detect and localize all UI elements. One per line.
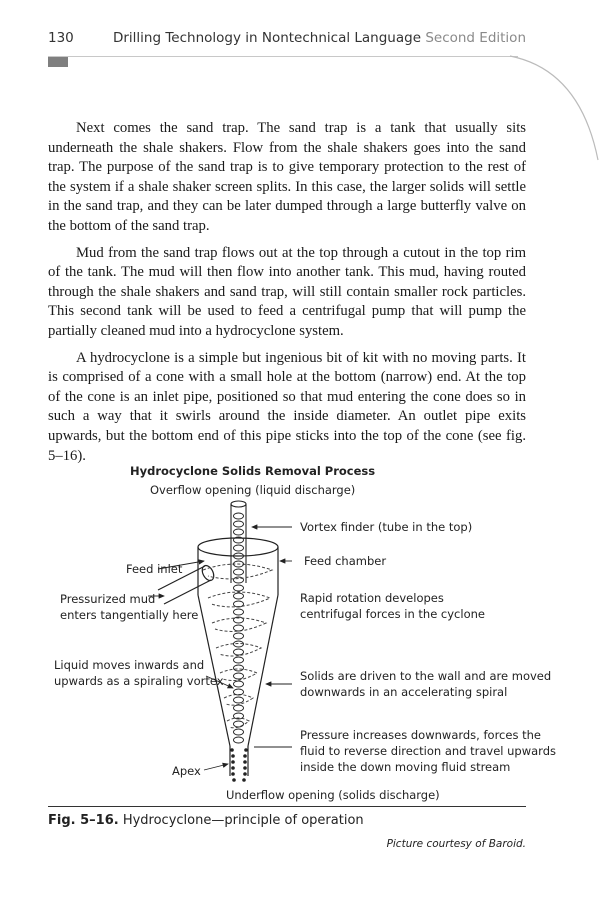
figure-title: Hydrocyclone Solids Removal Process (130, 464, 376, 478)
hydrocyclone-figure (48, 458, 556, 803)
label-pressure-3: inside the down moving fluid stream (300, 760, 511, 774)
label-pressurized-2: enters tangentially here (60, 608, 199, 622)
figure-caption (48, 813, 364, 828)
paragraph-3: A hydrocyclone is a simple but ingenious bit of kit with no moving parts. It is comprised of a cone with a small hole at the bottom (narrow) end. At the top of the cone is an inlet pipe, positioned so that mud entering the cone does so in such a way that it swirls around the inside diameter. An outlet pipe exits upwards, but the bottom end of this pipe sticks into the top of the cone (see fig. 5–16). (48, 349, 526, 464)
chapter-tab (48, 57, 68, 67)
label-liquid-2: upwards as a spiraling vortex (54, 674, 224, 688)
label-feed-inlet: Feed inlet (126, 562, 183, 576)
label-pressure-1: Pressure increases downwards, forces the (300, 728, 541, 742)
label-solids-2: downwards in an accelerating spiral (300, 685, 508, 699)
running-header (48, 30, 526, 50)
label-pressure-2: fluid to reverse direction and travel upwards (300, 744, 556, 758)
body-text (48, 119, 526, 473)
caption-label: Fig. 5–16. (48, 813, 119, 828)
book-title-text: Drilling Technology in Nontechnical Language (112, 30, 422, 46)
paragraph-2: Mud from the sand trap flows out at the top through a cutout in the top rim of the tank. The mud will then flow into another tank. This mud, having routed through the shale shakers and sand trap, will still contain smaller rock particles. This second tank will be used to feed a centrifugal pump that will pump the partially cleaned mud into a hydrocyclone system. (48, 244, 526, 339)
solids-particles (230, 748, 248, 782)
label-overflow: Overflow opening (liquid discharge) (150, 483, 356, 497)
label-rapid-2: centrifugal forces in the cyclone (300, 607, 485, 621)
paragraph-1: Next comes the sand trap. The sand trap is a tank that usually sits underneath the shale shakers. Flow from the shale shakers goes into the sand trap. The purpose of the sand trap is to give temporary protection to the rest of the system if a shale shaker screen splits. In this case, the larger solids will settle in the sand trap, and they can be later dumped through a large butterfly valve on the bottom of the sand trap. (48, 120, 526, 234)
label-feed-chamber: Feed chamber (304, 554, 387, 568)
book-title (113, 30, 526, 46)
label-liquid-1: Liquid moves inwards and (54, 658, 205, 672)
central-vortex (234, 513, 244, 743)
caption-rule (48, 806, 526, 807)
label-vortex-finder: Vortex finder (tube in the top) (300, 520, 473, 534)
page-number: 130 (48, 30, 74, 46)
header-rule (48, 56, 518, 57)
picture-credit: Picture courtesy of Baroid. (386, 838, 526, 850)
caption-text: Hydrocyclone—principle of operation (122, 813, 364, 828)
label-pressurized-1: Pressurized mud (60, 592, 156, 606)
edition-text: Second Edition (425, 30, 526, 46)
label-solids-1: Solids are driven to the wall and are moved (300, 669, 552, 683)
label-underflow: Underflow opening (solids discharge) (226, 788, 440, 802)
label-rapid-1: Rapid rotation developes (300, 591, 444, 605)
label-apex: Apex (172, 764, 201, 778)
